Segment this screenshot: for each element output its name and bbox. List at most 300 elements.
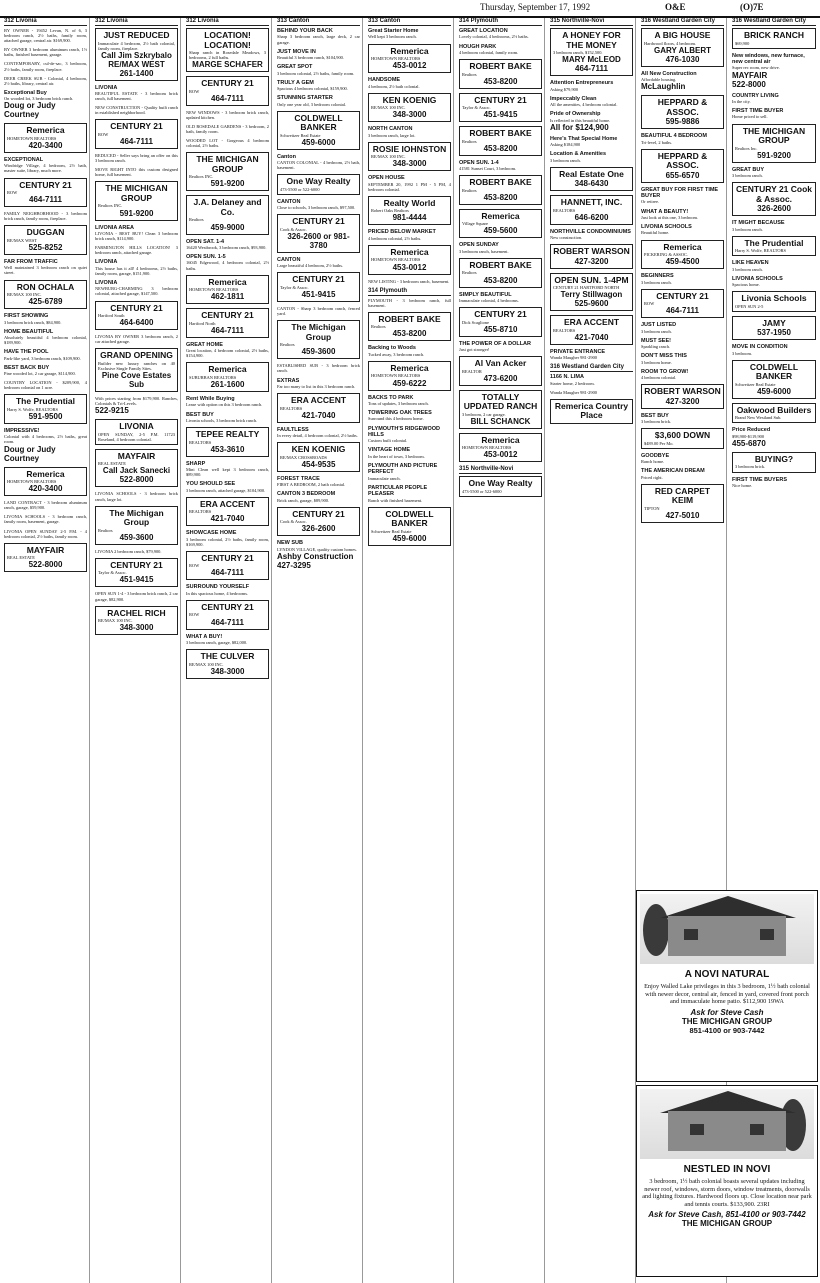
ad-body: RE/MAX 100 INC. [371, 154, 406, 160]
ad-body: 3 bedroom ranch. [641, 328, 672, 334]
classified-ad [277, 427, 360, 439]
broker-display-ad [641, 484, 724, 523]
classified-ad [277, 80, 360, 92]
ad-headline: LIVONIA [119, 421, 154, 432]
ad-body: RE/MAX WEST [7, 237, 38, 243]
ad-phone: 453-8200 [483, 275, 518, 285]
ad-body: ROW [7, 190, 18, 196]
ad-body: Sparkling ranch. [641, 344, 671, 350]
ad-phone: 427-3200 [665, 396, 700, 406]
ad-phone: 427-3295 [277, 560, 311, 570]
broker-display-ad [732, 403, 816, 424]
broker-display-ad [4, 394, 87, 424]
broker-display-ad [95, 449, 178, 488]
broker-display-ad [641, 384, 724, 409]
broker-display-ad [732, 360, 816, 399]
ad-body: PICKERING & ASSOC. [644, 252, 689, 257]
ad-phone: 427-5010 [665, 510, 700, 520]
broker-display-ad [368, 93, 451, 123]
ad-body: RE/MAX 100 INC. [7, 292, 42, 297]
roof-shape [660, 1091, 796, 1113]
classified-ad [4, 380, 87, 390]
ad-body: REALTORS [189, 439, 212, 445]
ad-agent: GARY ALBERT [653, 45, 712, 55]
ad-body: LAND CONTRACT - 3 bedroom aluminum ranch, garage, $59,900. [4, 500, 87, 511]
ad-body: OPEN SUN 2-5 [735, 303, 764, 309]
ad-headline: Here's That Special Home [550, 135, 618, 142]
ad-headline: CENTURY 21 [201, 601, 254, 612]
classified-ad [641, 273, 724, 285]
ad-body: Nice home. [732, 482, 753, 488]
ad-headline: One Way Realty [468, 478, 533, 489]
classified-ad [459, 44, 542, 56]
ad-body: REDUCED - Seller says bring an offer on this 3 bedroom ranch. [95, 153, 178, 164]
classified-ad [186, 634, 269, 646]
ad-body: On wooded lot, 3 bedroom brick ranch. [4, 96, 74, 102]
ad-phone: 591-9200 [210, 179, 245, 189]
ad-body: Realtors [371, 324, 386, 330]
ad-phone: 525-8252 [28, 242, 63, 252]
classified-ad [186, 239, 269, 251]
ad-phone: 464-7111 [211, 93, 244, 103]
ad-body: NEW WINDOWS - 3 bedroom brick ranch, updated kitchen. [186, 109, 269, 120]
ad-body: Beautiful 3 bedroom ranch, $104,900. [277, 55, 344, 60]
ad-body: 3 bedroom brick ranch, $84,900. [4, 319, 62, 325]
ad-agent: MARGE SCHAFER [192, 60, 263, 70]
ad-body: OPEN SUNDAY, 2-5 P.M. 11723 Roseland, 4 bedroom colonial. [98, 431, 175, 442]
classified-ad [550, 374, 633, 386]
feature-body: Enjoy Walled Lake privileges in this 3 bedroom, 1½ bath colonial with newer decor, central air, fenced in yard, covered front porch and immaculate home patio. $112,900 19WA [644, 983, 810, 1006]
classified-ad [641, 322, 724, 334]
ad-agent: All for $124,900 [550, 122, 609, 132]
ad-headline: FIRST TIME BUYER [732, 108, 784, 114]
ad-body: Close to schools, 3 bedroom ranch, $97,500. [277, 205, 356, 211]
ad-body: Realtors [462, 270, 477, 276]
classified-ad [732, 53, 816, 89]
classified-column [457, 18, 545, 1283]
classified-ad [186, 110, 269, 120]
classified-ad [550, 349, 633, 361]
ad-body: NEW CONSTRUCTION - Quality built ranch in established neighborhood. [95, 105, 178, 116]
ad-body: Hardwood floors, 4 bedroom. [644, 40, 697, 46]
ad-body: Tri-level, 2 baths. [641, 139, 673, 145]
classified-ad [641, 369, 724, 381]
ad-body: LIVONIA - BEST BUY! Clean 3 bedroom brick ranch, $114,900. [95, 230, 178, 242]
ad-body: Schweitzer Real Estate [735, 381, 776, 387]
ad-body: SEPTEMBER 20, 1992 1 PM - 5 PM, 4 bedroom colonial. [368, 181, 451, 192]
ad-headline: Rent While Buying [186, 396, 235, 402]
ad-body: ROW [189, 612, 200, 618]
ad-headline: HEPPARD & ASSOC. [657, 150, 708, 171]
ad-body: Harry S. Wolfe, REALTORS [735, 248, 786, 254]
ad-body: Custom built colonial. [368, 438, 408, 444]
ad-phone: 462-1811 [210, 292, 245, 302]
ad-body: CENTURY 21 HARTFORD NORTH [553, 285, 620, 291]
classified-ad [186, 342, 269, 359]
ad-headline: WHAT A BUY! [186, 633, 223, 640]
classified-ad [277, 476, 360, 488]
ad-body: Sharp 3 bedroom ranch, large deck, 2 car garage. [277, 34, 360, 45]
ad-headline: Remerica [481, 210, 520, 221]
ad-body: Hartford South [98, 313, 125, 318]
ad-headline: HANDSOME [368, 77, 401, 84]
ad-headline: OPEN SUNDAY [459, 242, 499, 249]
ad-headline: GREAT LOCATION [459, 28, 508, 34]
classified-ad [4, 313, 87, 325]
broker-display-ad [550, 244, 633, 269]
ad-body: COUNTRY LOCATION - $209,900, 4 bedroom colonial on 1 acre. [4, 380, 87, 391]
ad-agent: Call Jack Sanecki [102, 466, 171, 476]
ad-body: Realtors Inc. [735, 145, 758, 151]
broker-display-ad [732, 182, 816, 216]
broker-display-ad [95, 348, 178, 392]
ad-phone: 326-2600 or 981-3780 [287, 231, 350, 250]
ad-body: Immaculate colonial, 4 bedrooms. [459, 297, 519, 303]
classified-ad [186, 461, 269, 478]
ad-body: Home priced to sell. [732, 114, 768, 120]
ad-body: RE/MAX 100 INC. [189, 661, 224, 667]
ad-headline: All New Construction [641, 70, 697, 77]
ad-headline: FAR FROM TRAFFIC [4, 258, 58, 265]
broker-display-ad [186, 152, 269, 191]
ad-body: Is reflected in this beautiful home. [550, 117, 611, 123]
ad-headline: BACKS TO PARK [368, 394, 414, 401]
ad-agent: Doug or Judy Courtney [4, 444, 56, 463]
classified-ad [277, 154, 360, 171]
ad-headline: BRICK RANCH [744, 30, 804, 40]
ad-headline: JAMY [762, 317, 786, 328]
ad-body: Immaculate 4 bedroom, 2½ bath colonial, family room, fireplace. [98, 40, 175, 51]
ad-headline: BEST BACK BUY [4, 364, 50, 371]
ad-phone: 348-3000 [392, 110, 427, 120]
ad-body: Large beautiful 4 bedroom, 2½ baths. [277, 263, 344, 269]
ad-phone: 522-8000 [28, 560, 63, 570]
window-shape [684, 929, 698, 940]
classified-ad [732, 260, 816, 272]
ad-body: Taylor & Assoc. [98, 570, 127, 576]
classified-ad [4, 514, 87, 524]
ad-headline: JUST REDUCED [103, 30, 170, 40]
broker-display-ad [459, 258, 542, 288]
broker-display-ad [459, 390, 542, 429]
ad-headline: TRULY A GEM [277, 79, 314, 86]
classified-ad [550, 151, 633, 163]
classified-ad [459, 292, 542, 304]
broker-display-ad [4, 543, 87, 573]
broker-display-ad [4, 280, 87, 310]
ad-body: Asking $79,900 [550, 86, 579, 92]
classified-ad [4, 329, 87, 346]
feature-headline: A NOVI NATURAL [684, 969, 770, 980]
ad-body: Hartford North [189, 320, 216, 326]
ad-body: 4 bedroom, 2½ bath colonial. [368, 83, 420, 89]
ad-phone: 522-8000 [732, 79, 766, 89]
broker-display-ad [186, 76, 269, 106]
classified-column [275, 18, 363, 1283]
ad-body: Village Square [462, 221, 488, 227]
classified-ad [4, 365, 87, 377]
ad-phone: 427-3200 [574, 256, 609, 266]
broker-display-ad [277, 507, 360, 537]
classified-ad [95, 225, 178, 242]
classified-ad [277, 363, 360, 373]
ad-body: Cook & Assoc. [280, 226, 307, 232]
ad-phone: 455-6870 [732, 438, 766, 448]
ad-headline: Livonia Schools [741, 293, 807, 304]
ad-headline: COLDWELL BANKER [294, 112, 343, 133]
classified-ad [95, 280, 178, 297]
ad-phone: 326-2600 [757, 204, 791, 214]
broker-display-ad [732, 452, 816, 473]
ad-body: HOMETOWN REALTORS [7, 135, 57, 141]
ad-phone: 451-9415 [119, 575, 154, 585]
ad-phone: 591-9200 [119, 208, 154, 218]
broker-display-ad [459, 476, 542, 497]
ad-body: In every detail, 4 bedroom colonial, 2½ baths. [277, 433, 358, 439]
ad-headline: GRAND OPENING [100, 350, 173, 361]
ad-headline: The Prudential [15, 396, 76, 407]
ad-headline: OPEN SUN. 1-4PM [554, 274, 629, 285]
ad-phone: 459-6000 [301, 137, 336, 147]
ad-phone: 420-3400 [28, 484, 63, 494]
column-heading: 316 Westland Garden City [641, 18, 724, 26]
classified-ad [732, 344, 816, 356]
ad-headline: ROBERT BAKE [469, 61, 532, 71]
broker-display-ad [368, 142, 451, 172]
ad-headline: EXTRAS [277, 377, 300, 384]
ad-headline: BEHIND YOUR BACK [277, 28, 333, 34]
classified-ad [95, 491, 178, 501]
classified-ad [277, 28, 360, 45]
ad-headline: FOREST TRACE [277, 475, 320, 482]
ad-headline: Impeccably Clean [550, 95, 597, 102]
broker-display-ad [368, 44, 451, 74]
ad-body: RE/MAX 100 INC. [371, 105, 406, 111]
ad-body: Taylor & Assoc. [280, 284, 309, 290]
ad-headline: Remerica [390, 246, 429, 257]
ad-body: 473-5500 or 522-6000 [462, 488, 502, 494]
ad-headline: Remerica [663, 241, 702, 252]
classified-ad [95, 549, 178, 554]
ad-body: Realtors [189, 217, 204, 223]
broker-display-ad [277, 272, 360, 302]
ad-body: 4 bedroom colonial. [641, 375, 677, 381]
ad-body: Priced right. [641, 474, 663, 480]
broker-display-ad [459, 209, 542, 239]
broker-display-ad [641, 95, 724, 129]
ad-phone: 459-3600 [119, 532, 154, 542]
ad-phone: 348-3000 [119, 623, 154, 633]
ad-headline: THE AMERICAN DREAM [641, 468, 705, 475]
ad-headline: TOWERING OAK TREES [368, 410, 432, 417]
classified-ad [641, 353, 724, 365]
ad-body: 3 bedroom ranch. [732, 173, 763, 178]
broker-display-ad [95, 119, 178, 149]
ad-phone: 464-7111 [29, 195, 62, 205]
ad-phone: 476-1030 [665, 54, 700, 64]
ad-headline: Remerica [208, 364, 247, 375]
ad-body: MOVE RIGHT INTO this custom designed home, full basement. [95, 167, 178, 178]
window-shape [690, 1124, 704, 1135]
ad-body: Ranch with finished basement. [368, 497, 423, 503]
broker-display-ad [186, 649, 269, 679]
broker-display-ad [186, 195, 269, 234]
ad-body: Affordable housing. [641, 77, 677, 82]
ad-headline: PLYMOUTH AND PICTURE PERFECT [368, 462, 438, 476]
ad-headline: Remerica [26, 125, 65, 136]
classified-ad [641, 413, 724, 425]
broker-display-ad [4, 178, 87, 208]
column-heading: 312 Livonia [95, 18, 178, 26]
ad-phone: 459-6222 [392, 378, 427, 388]
ad-body: REALTORS [280, 405, 303, 411]
classified-ad [732, 220, 816, 232]
ad-headline: CENTURY 21 [19, 179, 72, 190]
ad-headline: RON OCHALA [16, 281, 75, 292]
classified-ad [368, 77, 451, 89]
ad-body: 3 bedroom ranch, garage, $82,000. [186, 639, 248, 645]
ad-headline: Price Reduced [732, 427, 771, 434]
ad-headline: The Michigan Group [109, 507, 164, 528]
ad-headline: DON'T MISS THIS [641, 353, 687, 360]
column-heading: 312 Livonia [4, 18, 87, 26]
broker-display-ad [550, 315, 633, 345]
ad-body: Lease with option on this 3 bedroom ranch. [186, 402, 263, 408]
classified-ad [186, 481, 269, 493]
ad-body: ROW [189, 563, 200, 569]
ad-body: Colonial with 4 bedrooms, 2½ baths, great room. [4, 434, 87, 445]
ad-phone: 591-9200 [757, 150, 791, 160]
ad-headline: CENTURY 21 Cook & Assoc. [735, 184, 813, 204]
ad-body: CANTON COLONIAL - 4 bedroom, 2½ bath, basement. [277, 160, 360, 171]
broker-display-ad [641, 289, 724, 319]
ad-headline: J.A. Delaney and Co. [193, 197, 262, 217]
broker-display-ad [732, 316, 816, 341]
broker-display-ad [459, 126, 542, 156]
ad-phone: 451-9415 [483, 110, 518, 120]
ad-headline: CANTON [277, 198, 301, 205]
ad-headline: MUST SEE! [641, 337, 671, 344]
column-heading: 315 Northville-Novi [550, 18, 633, 26]
ad-headline: ROBERT BAKE [469, 177, 532, 188]
ad-headline: CENTURY 21 [474, 94, 527, 105]
ad-headline: THE MICHIGAN GROUP [105, 183, 168, 203]
ad-headline: OPEN HOUSE [368, 175, 405, 182]
ad-phone: 421-7040 [301, 410, 336, 420]
ad-body: Realtors [462, 138, 477, 144]
ad-headline: GREAT BUY [732, 166, 764, 173]
ad-body: In this spacious home, 4 bedrooms. [186, 590, 249, 596]
broker-display-ad [459, 175, 542, 205]
ad-headline: FIRST TIME BUYERS [732, 476, 788, 483]
broker-display-ad [186, 275, 269, 305]
classified-ad [4, 157, 87, 174]
ad-body: Super rec room, new drive. [732, 65, 780, 71]
ad-headline: NORTHVILLE CONDOMINIUMS [550, 228, 631, 235]
ad-body: 473-5500 or 522-6000 [280, 186, 320, 192]
broker-display-ad [459, 307, 542, 337]
ad-phone: 421-7040 [574, 332, 609, 342]
ad-body: Well maintained 3 bedroom ranch on quiet street. [4, 265, 87, 276]
ad-agent: Call Jim Szkrybalo RE/MAX WEST [101, 50, 172, 69]
ad-body: Ranch home. [641, 459, 665, 465]
classified-ad [277, 64, 360, 76]
ad-phone: 522-9215 [95, 406, 129, 416]
ad-headline: Remerica [26, 468, 65, 479]
broker-display-ad [641, 428, 724, 449]
ad-body: 3 bedroom home. [641, 359, 672, 365]
ad-headline: WHAT A BEAUTY! [641, 208, 689, 215]
ad-headline: THE MICHIGAN GROUP [742, 125, 806, 145]
ad-body: FARMINGTON HILLS LOCATION! 3 bedroom ranch, attached garage. [95, 245, 178, 256]
ad-body: 3 bedroom ranch, attached garage, $104,900. [186, 487, 266, 493]
ad-headline: LIKE HEAVEN [732, 260, 769, 267]
ad-body: HOMETOWN REALTORS [189, 287, 239, 293]
classified-ad [641, 453, 724, 465]
ad-body: Pine wooded lot, 2 car garage, $114,900. [4, 371, 76, 377]
ad-headline: SURROUND YOURSELF [186, 584, 250, 591]
column-heading: 313 Canton [368, 18, 451, 26]
classified-ad [732, 93, 816, 105]
ad-headline: HAVE THE POOL [4, 349, 49, 356]
ad-body: DEER CREEK SUB - Colonial, 4 bedroom, 2½ baths, library, central air. [4, 75, 87, 86]
roof-shape [660, 896, 796, 918]
ad-body: TIPTON [644, 505, 660, 511]
classified-column [184, 18, 272, 1283]
ad-phone: 261-1400 [119, 68, 154, 78]
ad-headline: TOTALLY UPDATED RANCH [463, 391, 538, 412]
classified-ad [550, 229, 633, 241]
column-subheading: 314 Plymouth [368, 288, 451, 296]
broker-display-ad [186, 551, 269, 581]
ad-body: HOMETOWN REALTORS [371, 373, 421, 379]
ad-phone: 348-3000 [392, 159, 427, 169]
ad-headline: FAULTLESS [277, 426, 309, 433]
classified-column [366, 18, 454, 1283]
house-photo [640, 894, 814, 964]
ad-headline: STUNNING STARTER [277, 95, 333, 102]
classified-ad [641, 71, 724, 92]
ad-body: 3 bedroom ranch, $152,500. [553, 50, 603, 55]
broker-display-ad [277, 320, 360, 359]
classified-ad [459, 28, 542, 40]
classified-ad [186, 138, 269, 148]
classified-column [548, 18, 636, 1283]
ad-phone: 464-7111 [211, 617, 244, 627]
ad-phone: 464-7111 [211, 325, 244, 335]
ad-headline: Realty World [383, 197, 436, 208]
ad-body: SUBURBAN REALTORS [189, 374, 237, 380]
classified-ad [641, 209, 724, 221]
ad-headline: Real Estate One [559, 168, 624, 179]
ad-phone: 421-7040 [210, 514, 245, 524]
ad-body: Mini Clean well kept 3 bedroom ranch, $89,900. [186, 467, 269, 478]
ad-phone: 646-6200 [574, 212, 609, 222]
ad-headline: Remerica [208, 276, 247, 287]
ad-body: BY OWNER 3 bedroom aluminum ranch, 1½ baths, finished basement, garage. [4, 47, 87, 58]
ad-phone: 464-7111 [575, 64, 608, 74]
feature-broker: THE MICHIGAN GROUP [681, 1219, 773, 1229]
classified-ad [732, 276, 816, 288]
ad-body: Immaculate ranch. [368, 475, 401, 481]
ad-body: Realtors INC. [98, 203, 123, 209]
classified-ad [459, 341, 542, 353]
ad-agent: Terry Stillwagon [560, 290, 623, 300]
broker-display-ad [95, 419, 178, 445]
broker-display-ad [277, 442, 360, 472]
broker-display-ad [186, 497, 269, 527]
classified-ad [368, 426, 451, 444]
